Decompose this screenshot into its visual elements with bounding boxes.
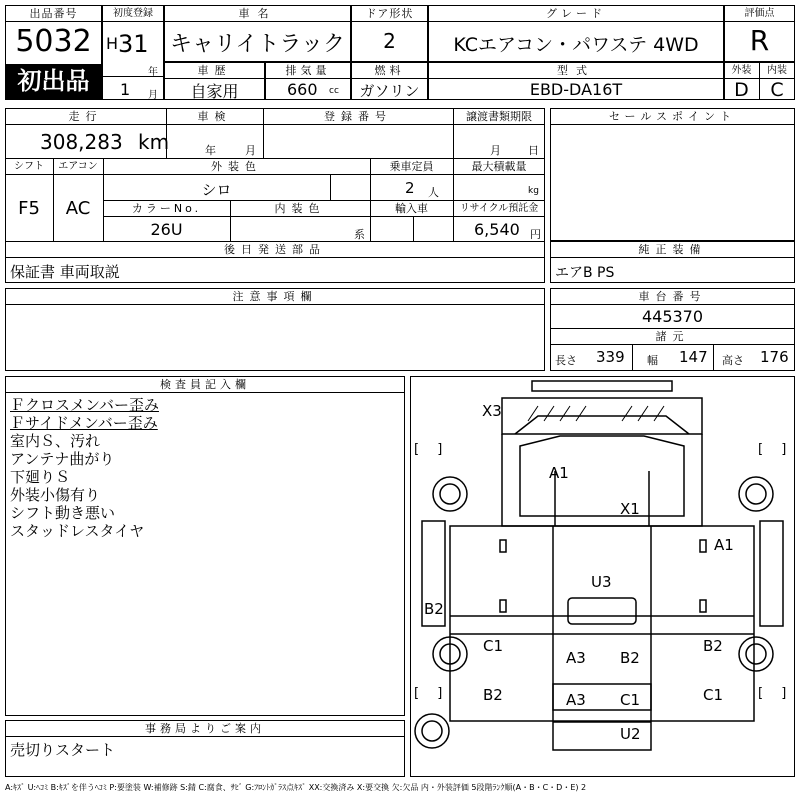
inspector-label: 検査員記入欄 [160, 378, 250, 391]
later-parts-label: 後日発送部品 [224, 243, 326, 256]
genuine-equip-label: 純正装備 [638, 243, 707, 256]
mileage-value: 308,283 [40, 130, 123, 154]
inspector-line: スタッドレスタイヤ [10, 522, 145, 540]
color-no-label: カラーNo. [131, 202, 202, 215]
length-label: 長さ [555, 354, 577, 367]
displacement-unit: cc [329, 86, 339, 96]
dims-label: 諸元 [655, 330, 690, 343]
office-value: 売切りスタート [10, 741, 116, 759]
first-listing-text: 初出品 [17, 67, 90, 95]
transfer-day-unit: 日 [528, 144, 539, 157]
damage-mark: C1 [483, 637, 504, 655]
shift-label: シフト [14, 161, 44, 172]
door-label: ドア形状 [365, 7, 414, 20]
history-label: 車歴 [197, 64, 232, 77]
height-label: 高さ [722, 354, 744, 367]
mileage-label: 走行 [68, 110, 103, 123]
inspector-line: アンテナ曲がり [10, 450, 115, 468]
reg-month: 1 [120, 80, 131, 99]
damage-mark: B2 [483, 686, 503, 704]
recycle-label: リサイクル預託金 [459, 203, 539, 214]
recycle-unit: 円 [530, 228, 541, 241]
model-label: 型式 [557, 64, 595, 77]
genuine-equip-value: エアB PS [555, 265, 615, 281]
first-reg-label: 初度登録 [113, 8, 153, 19]
registration-label: 登録番号 [324, 110, 392, 123]
grade-label: グレード [546, 7, 606, 20]
transfer-month-unit: 月 [490, 144, 501, 157]
displacement-value: 660 [287, 80, 318, 99]
caution-label: 注意事項欄 [232, 290, 318, 303]
inspector-line: Ｆクロスメンバー歪み [10, 396, 159, 414]
damage-mark: B2 [703, 637, 723, 655]
grade-value: KCエアコン・パワステ 4WD [453, 34, 699, 56]
inspection-year-unit: 年 [205, 144, 216, 157]
car-name-label: 車名 [238, 7, 277, 20]
reg-year: 31 [118, 30, 149, 58]
length-value: 339 [596, 348, 625, 366]
transfer-label: 譲渡書類期限 [466, 110, 532, 123]
color-no-value: 26U [150, 220, 183, 239]
max-load-label: 最大積載量 [471, 160, 527, 173]
damage-mark: A3 [566, 649, 586, 667]
office-label: 事務局よりご案内 [145, 722, 265, 735]
int-color-label: 内装色 [274, 202, 326, 215]
fuel-value: ガソリン [359, 82, 420, 100]
chassis-value: 445370 [641, 307, 704, 326]
mileage-unit: km [138, 130, 170, 154]
rating-value: R [749, 24, 770, 57]
damage-mark: C1 [620, 691, 641, 709]
damage-mark: X3 [482, 402, 502, 420]
inspection-label: 車検 [197, 110, 232, 123]
height-value: 176 [760, 348, 789, 366]
displacement-label: 排気量 [285, 64, 331, 77]
exterior-label: 外装 [731, 65, 752, 76]
damage-mark: U3 [591, 573, 612, 591]
width-value: 147 [679, 348, 708, 366]
damage-mark: X1 [620, 500, 640, 518]
recycle-value: 6,540 [474, 220, 520, 239]
lot-number: 5032 [15, 24, 92, 59]
bracket-mark: [ ] [758, 686, 787, 701]
ext-color-label: 外装色 [211, 160, 262, 173]
sales-points-box [550, 108, 795, 241]
ext-color-value: シロ [201, 181, 232, 199]
inspector-line: シフト動き悪い [10, 504, 116, 522]
car-name: キャリイトラック [170, 32, 345, 57]
inspector-notes [10, 396, 159, 540]
model-value: EBD-DA16T [529, 80, 623, 99]
era: H [106, 34, 119, 53]
inspection-month-unit: 月 [245, 144, 256, 157]
fuel-label: 燃料 [374, 64, 405, 77]
inspector-line: Ｆサイドメンバー歪み [10, 414, 158, 432]
import-label: 輸入車 [395, 202, 428, 215]
int-color-suffix: 系 [354, 228, 365, 241]
damage-mark: A3 [566, 691, 586, 709]
interior-label: 内装 [767, 65, 787, 76]
reg-year-unit: 年 [148, 67, 158, 78]
damage-mark: A1 [714, 536, 734, 554]
capacity-label: 乗車定員 [389, 160, 434, 173]
shift-value: F5 [18, 198, 40, 219]
damage-mark: U2 [620, 725, 641, 743]
rating-label: 評価点 [744, 8, 775, 19]
legend: A:ｷｽﾞ U:ﾍｺﾐ B:ｷｽﾞを伴うﾍｺﾐ P:要塗装 W:補修跡 S:錆 C:腐食、ｻﾋﾞ G:ﾌﾛﾝﾄｶﾞﾗｽ点ｷｽﾞ XX:交換済み X:要交換 欠:欠品 内・外装評価 5段階ﾗﾝｸ順(A・B・C・D・E) 2 [5, 783, 587, 792]
bracket-mark: [ ] [414, 686, 443, 701]
damage-mark: B2 [620, 649, 640, 667]
exterior-value: D [734, 79, 749, 101]
damage-mark: B2 [424, 600, 444, 618]
width-label: 幅 [647, 354, 658, 367]
later-parts-value: 保証書 車両取説 [10, 263, 120, 281]
ac-value: AC [65, 198, 91, 219]
lot-label: 出品番号 [29, 7, 78, 20]
damage-mark: C1 [703, 686, 724, 704]
damage-mark: A1 [549, 464, 569, 482]
max-load-unit: kg [528, 186, 539, 196]
inspector-line: 外装小傷有り [10, 486, 101, 504]
door-value: 2 [383, 29, 396, 53]
chassis-label: 車台番号 [638, 290, 707, 303]
sales-points-label: セールスポイント [608, 110, 736, 123]
history-value: 自家用 [190, 82, 239, 101]
inspector-line: 下廻りＳ [10, 468, 71, 486]
interior-value: C [770, 79, 784, 101]
inspector-line: 室内Ｓ、汚れ [10, 432, 101, 450]
bracket-mark: [ ] [758, 442, 787, 457]
capacity-value: 2 [405, 179, 415, 197]
capacity-unit: 人 [428, 186, 439, 199]
bracket-mark: [ ] [414, 442, 443, 457]
ac-label: エアコン [58, 161, 98, 172]
reg-month-unit: 月 [148, 90, 158, 101]
